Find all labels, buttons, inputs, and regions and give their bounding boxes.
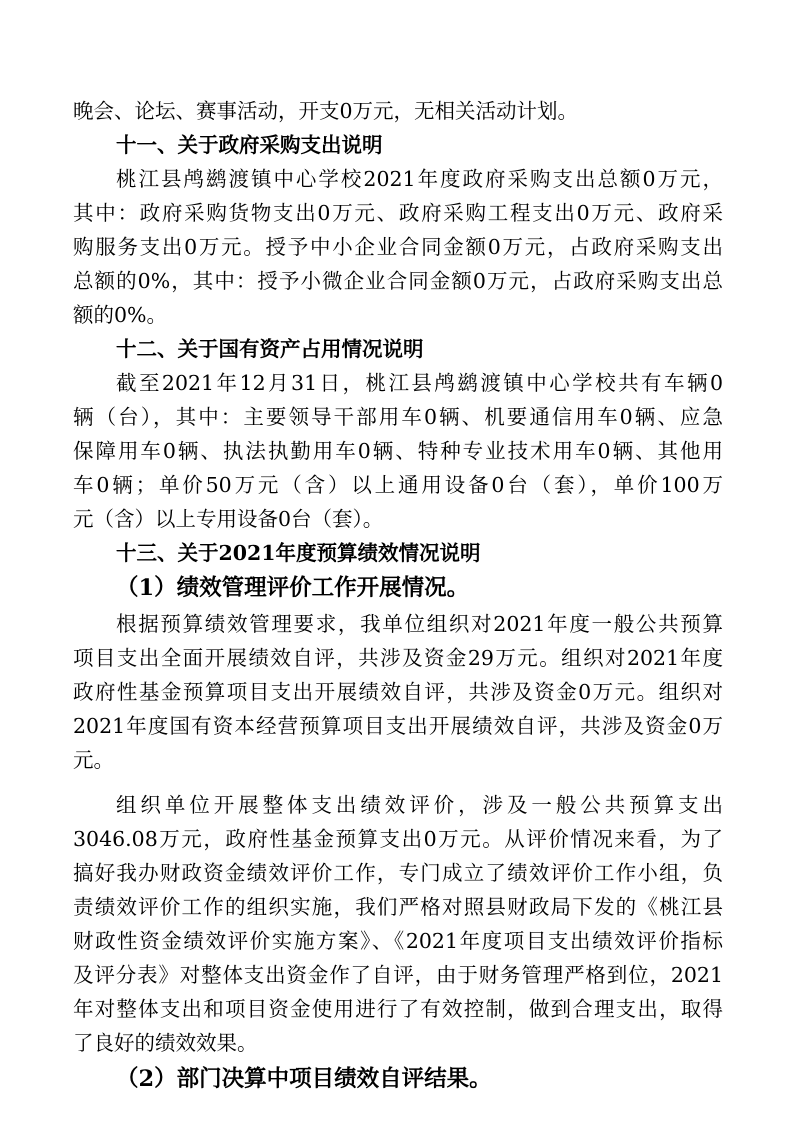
paragraph-line: 根据预算绩效管理要求，我单位组织对2021年度一般公共预算 [116, 612, 723, 636]
section-heading-13: 十三、关于2021年度预算绩效情况说明 [116, 541, 481, 565]
paragraph-line: 及评分表》对整体支出资金作了自评，由于财务管理严格到位，2021 [73, 963, 723, 987]
paragraph-line: 车0辆；单价50万元（含）以上通用设备0台（套），单价100万 [73, 473, 723, 497]
subheading-1: （1）绩效管理评价工作开展情况。 [116, 575, 470, 601]
paragraph-line: 总额的0%，其中：授予小微企业合同金额0万元，占政府采购支出总 [73, 269, 723, 293]
paragraph-line: 晚会、论坛、赛事活动，开支0万元，无相关活动计划。 [73, 99, 579, 123]
paragraph-line: 财政性资金绩效评价实施方案》、《2021年度项目支出绩效评价指标 [73, 929, 723, 953]
paragraph-line: 责绩效评价工作的组织实施，我们严格对照县财政局下发的《桃江县 [73, 895, 723, 919]
paragraph-line: 3046.08万元，政府性基金预算支出0万元。从评价情况来看，为了 [73, 827, 723, 851]
paragraph-line: 辆（台），其中：主要领导干部用车0辆、机要通信用车0辆、应急 [73, 405, 723, 429]
paragraph-line: 元。 [73, 748, 114, 772]
paragraph-line: 截至2021年12月31日，桃江县鸬鹚渡镇中心学校共有车辆0 [116, 371, 723, 395]
paragraph-line: 桃江县鸬鹚渡镇中心学校2021年度政府采购支出总额0万元， [116, 167, 723, 191]
paragraph-line: 购服务支出0万元。授予中小企业合同金额0万元，占政府采购支出 [73, 235, 723, 259]
subheading-2: （2）部门决算中项目绩效自评结果。 [116, 1066, 492, 1092]
paragraph-line: 额的0%。 [73, 303, 168, 327]
paragraph-line: 搞好我办财政资金绩效评价工作，专门成立了绩效评价工作小组，负 [73, 861, 723, 885]
section-heading-12: 十二、关于国有资产占用情况说明 [116, 337, 424, 361]
paragraph-line: 保障用车0辆、执法执勤用车0辆、特种专业技术用车0辆、其他用 [73, 439, 723, 463]
paragraph-line: 了良好的绩效效果。 [73, 1031, 258, 1055]
paragraph-line: 2021年度国有资本经营预算项目支出开展绩效自评，共涉及资金0万 [73, 714, 723, 738]
paragraph-line: 项目支出全面开展绩效自评，共涉及资金29万元。组织对2021年度 [73, 646, 723, 670]
paragraph-line: 年对整体支出和项目资金使用进行了有效控制，做到合理支出，取得 [73, 997, 723, 1021]
paragraph-line: 组织单位开展整体支出绩效评价，涉及一般公共预算支出 [116, 793, 723, 817]
section-heading-11: 十一、关于政府采购支出说明 [116, 133, 383, 157]
paragraph-line: 其中：政府采购货物支出0万元、政府采购工程支出0万元、政府采 [73, 201, 723, 225]
paragraph-line: 元（含）以上专用设备0台（套）。 [73, 507, 384, 531]
paragraph-line: 政府性基金预算项目支出开展绩效自评，共涉及资金0万元。组织对 [73, 680, 723, 704]
